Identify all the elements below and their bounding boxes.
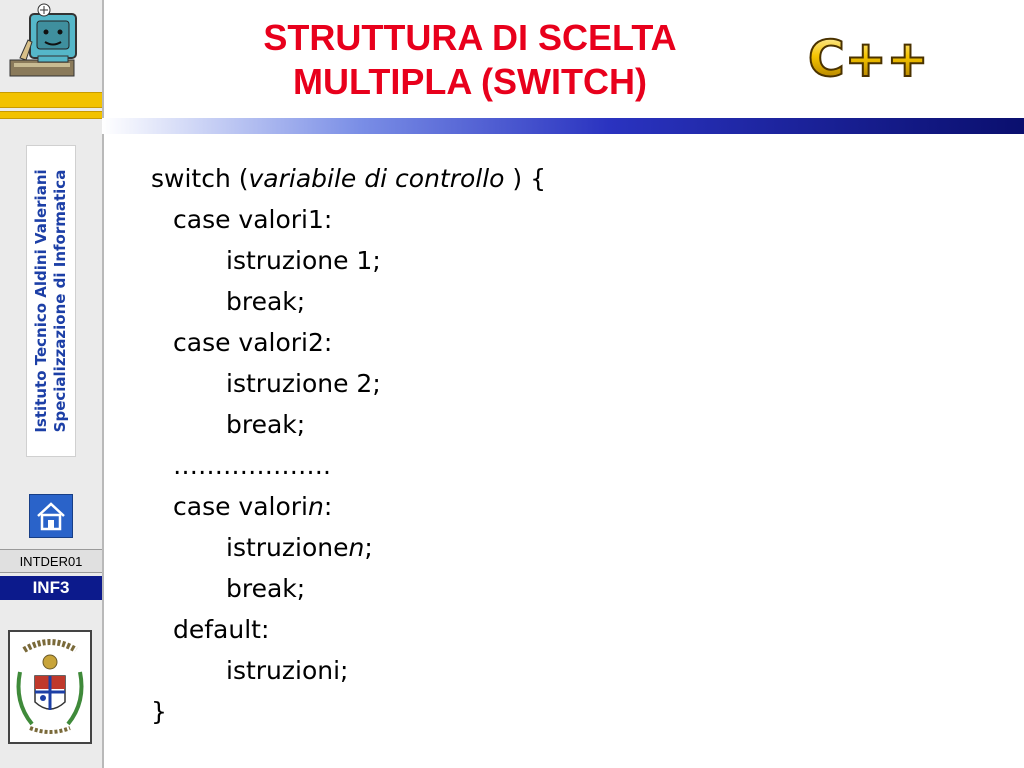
institute-subtitle: Specializzazione di Informatica <box>51 169 69 433</box>
code-line-stmtn: istruzionen; <box>226 533 373 562</box>
code-line-break1: break; <box>226 287 306 316</box>
control-variable: variabile di controllo <box>248 164 505 193</box>
slide-title <box>180 16 760 104</box>
code-line-stmt2: istruzione 2; <box>226 369 381 398</box>
code-line-case1: case valori1: <box>173 205 333 234</box>
code-line-break2: break; <box>226 410 306 439</box>
institute-banner-text <box>32 169 70 432</box>
code-line-case2: case valori2: <box>173 328 333 357</box>
sidebar <box>0 0 104 768</box>
sidebar-gold-strip-lower <box>0 111 102 119</box>
code-line-ellipsis: ………………. <box>173 451 331 480</box>
computer-mascot-icon <box>0 0 102 90</box>
institute-banner <box>26 145 76 457</box>
sidebar-gold-strip <box>0 92 102 108</box>
header-accent-bar <box>102 118 1024 134</box>
institute-name: Istituto Tecnico Aldini Valeriani <box>32 169 50 433</box>
code-line-default-stmt: istruzioni; <box>226 656 349 685</box>
home-icon <box>34 499 68 533</box>
computer-mascot-logo <box>0 0 102 90</box>
code-line-default: default: <box>173 615 270 644</box>
code-line-stmt1: istruzione 1; <box>226 246 381 275</box>
class-badge: INF3 <box>0 576 102 600</box>
school-crest-icon <box>10 632 90 742</box>
home-button[interactable] <box>29 494 73 538</box>
code-line-breakn: break; <box>226 574 306 603</box>
code-line-casen: case valorin: <box>173 492 333 521</box>
slide-title-line1: STRUTTURA DI SCELTA <box>263 17 677 58</box>
school-crest <box>8 630 92 744</box>
code-line-switch: switch (variabile di controllo ) { <box>151 164 547 193</box>
course-code-badge: INTDER01 <box>0 549 102 573</box>
cpp-logo <box>806 28 986 92</box>
cpp-logo-text: C++ <box>808 30 929 88</box>
code-line-close-brace: } <box>151 697 167 726</box>
slide-title-line2: MULTIPLA (SWITCH) <box>293 61 647 102</box>
